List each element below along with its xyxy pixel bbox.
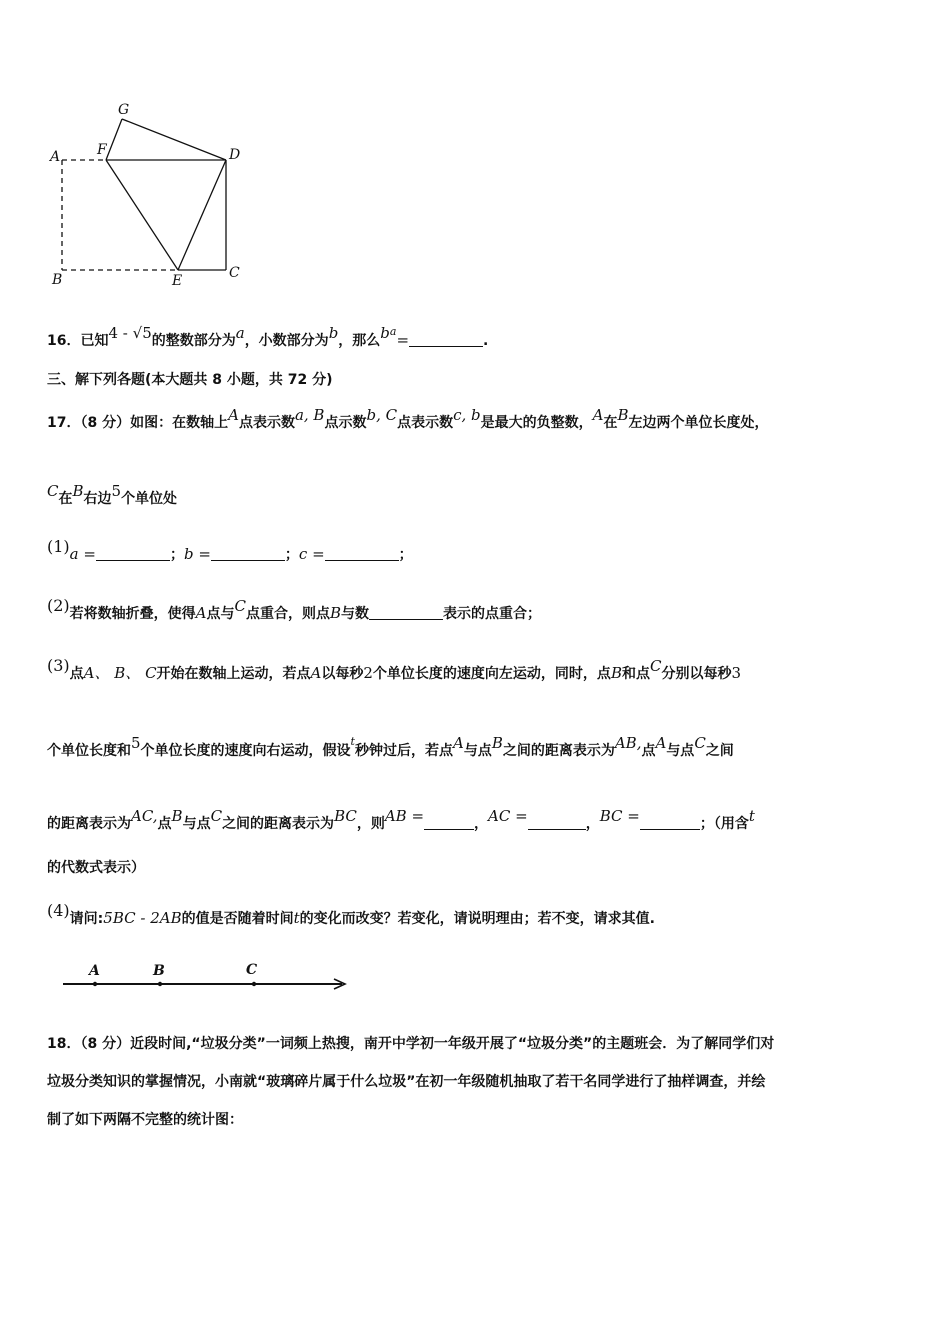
- q17-text-5: 在: [603, 415, 618, 431]
- q17-p1-sep-1: ；: [169, 547, 184, 563]
- segment-FG: [106, 119, 122, 160]
- q17-p1-c-blank[interactable]: [325, 546, 399, 561]
- q17-p3-l2-text-6: 点: [641, 743, 656, 759]
- q17-p3-l2-text-3: 秒钟过后，若点: [354, 743, 453, 759]
- q17-p2-text-4: 与数: [341, 606, 370, 622]
- q17-point-A: A: [228, 406, 239, 424]
- q17-number: 17．（8 分）如图：在数轴上: [47, 415, 229, 431]
- q17-text-4: 是最大的负整数，: [480, 415, 593, 431]
- q17-p3-l3-BC: BC: [334, 807, 357, 825]
- point-A-dot: [93, 982, 97, 986]
- q17-cb: c, b: [453, 406, 481, 424]
- q17-l2-text-3: 个单位处: [121, 491, 178, 507]
- q17-p3-l1-B: B: [610, 664, 622, 682]
- q17-l2-text-1: 在: [58, 491, 73, 507]
- q17-p1-c: c =: [298, 545, 325, 563]
- point-C-label: C: [246, 962, 258, 978]
- q17-l2-C: C: [47, 482, 59, 500]
- q17-p2-text-3: 点重合，则点: [246, 606, 330, 622]
- number-line: [55, 955, 355, 995]
- point-B-label: B: [153, 963, 165, 979]
- q17-p1-a: a =: [69, 545, 96, 563]
- q17-p2-blank[interactable]: [369, 605, 443, 620]
- q17-p3-l2-t: t: [350, 735, 355, 748]
- q17-p2-marker: (2): [47, 596, 70, 615]
- question-18-line-2: 垃圾分类知识的掌握情况，小南就“玻璃碎片属于什么垃圾”在初一年级随机抽取了若干名同学进行了抽样调查，并绘: [47, 1074, 766, 1090]
- geometry-figure: [40, 95, 260, 295]
- q17-p3-l3-sep-1: ，: [474, 816, 489, 832]
- q17-p3-l2-five: 5: [131, 734, 141, 752]
- q17-p3-l3-text-1: 的距离表示为: [47, 816, 131, 832]
- q16-var-b: b: [328, 324, 339, 342]
- question-17-part-3-line-1: [47, 656, 741, 684]
- q17-p3-l1-text-3: 以每秒: [321, 666, 364, 682]
- q17-p3-l3-C: C: [210, 807, 223, 825]
- label-A: A: [50, 149, 61, 165]
- q17-p3-l2-text-8: 之间: [705, 743, 734, 759]
- q17-point-A2: A: [592, 406, 604, 424]
- q17-p1-sep-2: ；: [284, 547, 299, 563]
- q17-p2-text-2: 点与: [206, 606, 235, 622]
- point-C-dot: [252, 982, 256, 986]
- q17-p4-expr: 5BC - 2AB: [103, 909, 182, 927]
- q17-bC: b, C: [366, 406, 398, 424]
- q17-p3-l3-BC-eq: BC =: [599, 807, 640, 825]
- question-17-part-3-line-3: [47, 806, 755, 834]
- q17-p3-l2-text-7: 与点: [666, 743, 695, 759]
- segment-GD: [122, 119, 226, 160]
- q17-p1-a-blank[interactable]: [96, 546, 170, 561]
- q17-l2-B: B: [72, 482, 84, 500]
- question-17-line-2: [47, 481, 177, 509]
- question-17-part-1: [47, 537, 413, 565]
- q17-p3-l2-text-1: 个单位长度和: [47, 743, 131, 759]
- q17-p3-l2-AB: AB,: [614, 734, 642, 752]
- q17-p4-t: t: [293, 909, 300, 927]
- q17-l2-five: 5: [111, 482, 122, 500]
- q16-var-a: a: [235, 324, 245, 342]
- label-D: D: [229, 147, 241, 163]
- q17-p1-b-blank[interactable]: [211, 546, 285, 561]
- q17-text-2: 点示数: [324, 415, 367, 431]
- q17-p3-BC-blank[interactable]: [640, 815, 700, 830]
- label-B: B: [52, 272, 63, 288]
- q17-l2-text-2: 右边: [83, 491, 112, 507]
- question-17-part-3-line-2: [47, 732, 734, 761]
- q17-p3-l3-sep-3: ；（用含: [699, 816, 749, 832]
- q17-p3-l1-text-4: 个单位长度的速度向左运动，同时，点: [372, 666, 611, 682]
- q17-p3-l3-text-5: ，则: [356, 816, 385, 832]
- q17-p3-l3-text-4: 之间的距离表示为: [222, 816, 335, 832]
- q17-p3-l2-text-4: 与点: [463, 743, 492, 759]
- label-G: G: [118, 102, 130, 118]
- q17-p3-marker: (3): [47, 656, 70, 675]
- q17-p3-l1-A: A: [310, 664, 322, 682]
- q17-p2-text-1: 若将数轴折叠，使得: [69, 606, 196, 622]
- point-B-dot: [158, 982, 162, 986]
- q17-p3-l2-B: B: [491, 734, 503, 752]
- q16-power-base: b: [380, 324, 390, 342]
- q17-p2-B: B: [330, 604, 342, 622]
- q17-p3-l1-C: C: [649, 657, 662, 675]
- q16-equals: =: [396, 331, 410, 349]
- q17-p3-l3-AC-eq: AC =: [488, 807, 528, 825]
- q17-p3-l1-text-2: 开始在数轴上运动，若点: [156, 666, 311, 682]
- q17-p3-l3-AC: AC,: [131, 807, 158, 825]
- q16-text-1: 的整数部分为: [151, 333, 236, 349]
- question-18-line-3: 制了如下两隔不完整的统计图：: [47, 1112, 243, 1128]
- q17-p2-A: A: [195, 604, 207, 622]
- q16-text-2: ，小数部分为: [244, 333, 329, 349]
- q17-p3-l2-A2: A: [655, 734, 667, 752]
- q17-p3-l1-two: 2: [363, 664, 373, 682]
- q16-text-3: ，那么: [338, 333, 381, 349]
- question-17-line-1: [47, 405, 769, 433]
- q17-p3-l3-text-2: 点: [157, 816, 172, 832]
- q17-point-B2: B: [617, 406, 629, 424]
- q17-p3-l2-text-2: 个单位长度的速度向右运动，假设: [140, 743, 351, 759]
- q16-period: .: [483, 333, 489, 349]
- q17-p3-l3-t: t: [748, 807, 755, 825]
- question-16: [47, 322, 488, 351]
- label-F: F: [97, 142, 107, 158]
- q17-text-3: 点表示数: [397, 415, 454, 431]
- q17-p4-text-3: 的变化而改变？若变化，请说明理由；若不变，请求其值.: [299, 911, 655, 927]
- segment-ED: [178, 160, 226, 270]
- q17-p3-AC-blank[interactable]: [528, 815, 586, 830]
- point-A-label: A: [89, 963, 100, 979]
- q17-p3-l2-C: C: [694, 734, 706, 752]
- label-C: C: [229, 265, 240, 281]
- q17-p3-l3-text-3: 与点: [182, 816, 211, 832]
- q17-p2-C: C: [234, 597, 246, 615]
- q17-p3-l1-text-6: 分别以每秒: [661, 666, 732, 682]
- q17-p1-b: b =: [183, 545, 211, 563]
- q17-p3-AB-blank[interactable]: [424, 815, 474, 830]
- q17-p1-marker: (1): [47, 537, 70, 556]
- question-18-line-1: 18．（8 分）近段时间,“垃圾分类”一词频上热搜，南开中学初一年级开展了“垃圾分类”的主题班会．为了解同学们对: [47, 1036, 775, 1052]
- q17-aB: a, B: [294, 406, 325, 424]
- q17-p3-l3-sep-2: ，: [585, 816, 600, 832]
- q16-expression: 4 - √5: [108, 324, 152, 342]
- question-17-part-4: [47, 901, 655, 929]
- q16-power-exponent: a: [389, 325, 397, 338]
- section-3-title: 三、解下列各题(本大题共 8 小题，共 72 分): [47, 372, 333, 388]
- q17-p3-l1-text-1: 点: [69, 666, 84, 682]
- q17-text-6: 左边两个单位长度处，: [628, 415, 769, 431]
- q17-p3-l2-A: A: [452, 734, 464, 752]
- label-E: E: [172, 273, 183, 289]
- q17-p3-l3-AB-eq: AB =: [384, 807, 425, 825]
- q16-answer-blank[interactable]: [409, 332, 483, 347]
- q17-p1-sep-3: ；: [398, 547, 413, 563]
- q17-p4-text-1: 请问:: [69, 911, 104, 927]
- q17-p3-l3-B: B: [171, 807, 183, 825]
- q17-p3-l1-three: 3: [731, 664, 741, 682]
- question-17-part-3-line-4: 的代数式表示）: [47, 860, 145, 876]
- q17-p3-l2-text-5: 之间的距离表示为: [502, 743, 615, 759]
- question-17-part-2: [47, 596, 541, 624]
- q17-p3-l1-text-5: 和点: [621, 666, 650, 682]
- q17-text-1: 点表示数: [238, 415, 295, 431]
- q16-number: 16．已知: [47, 333, 109, 349]
- q17-p4-marker: (4): [47, 901, 70, 920]
- q17-p2-text-5: 表示的点重合；: [443, 606, 542, 622]
- q17-p4-text-2: 的值是否随着时间: [181, 911, 294, 927]
- segment-FE: [106, 160, 178, 270]
- q17-p3-l1-ABC: A、 B、 C: [83, 664, 157, 682]
